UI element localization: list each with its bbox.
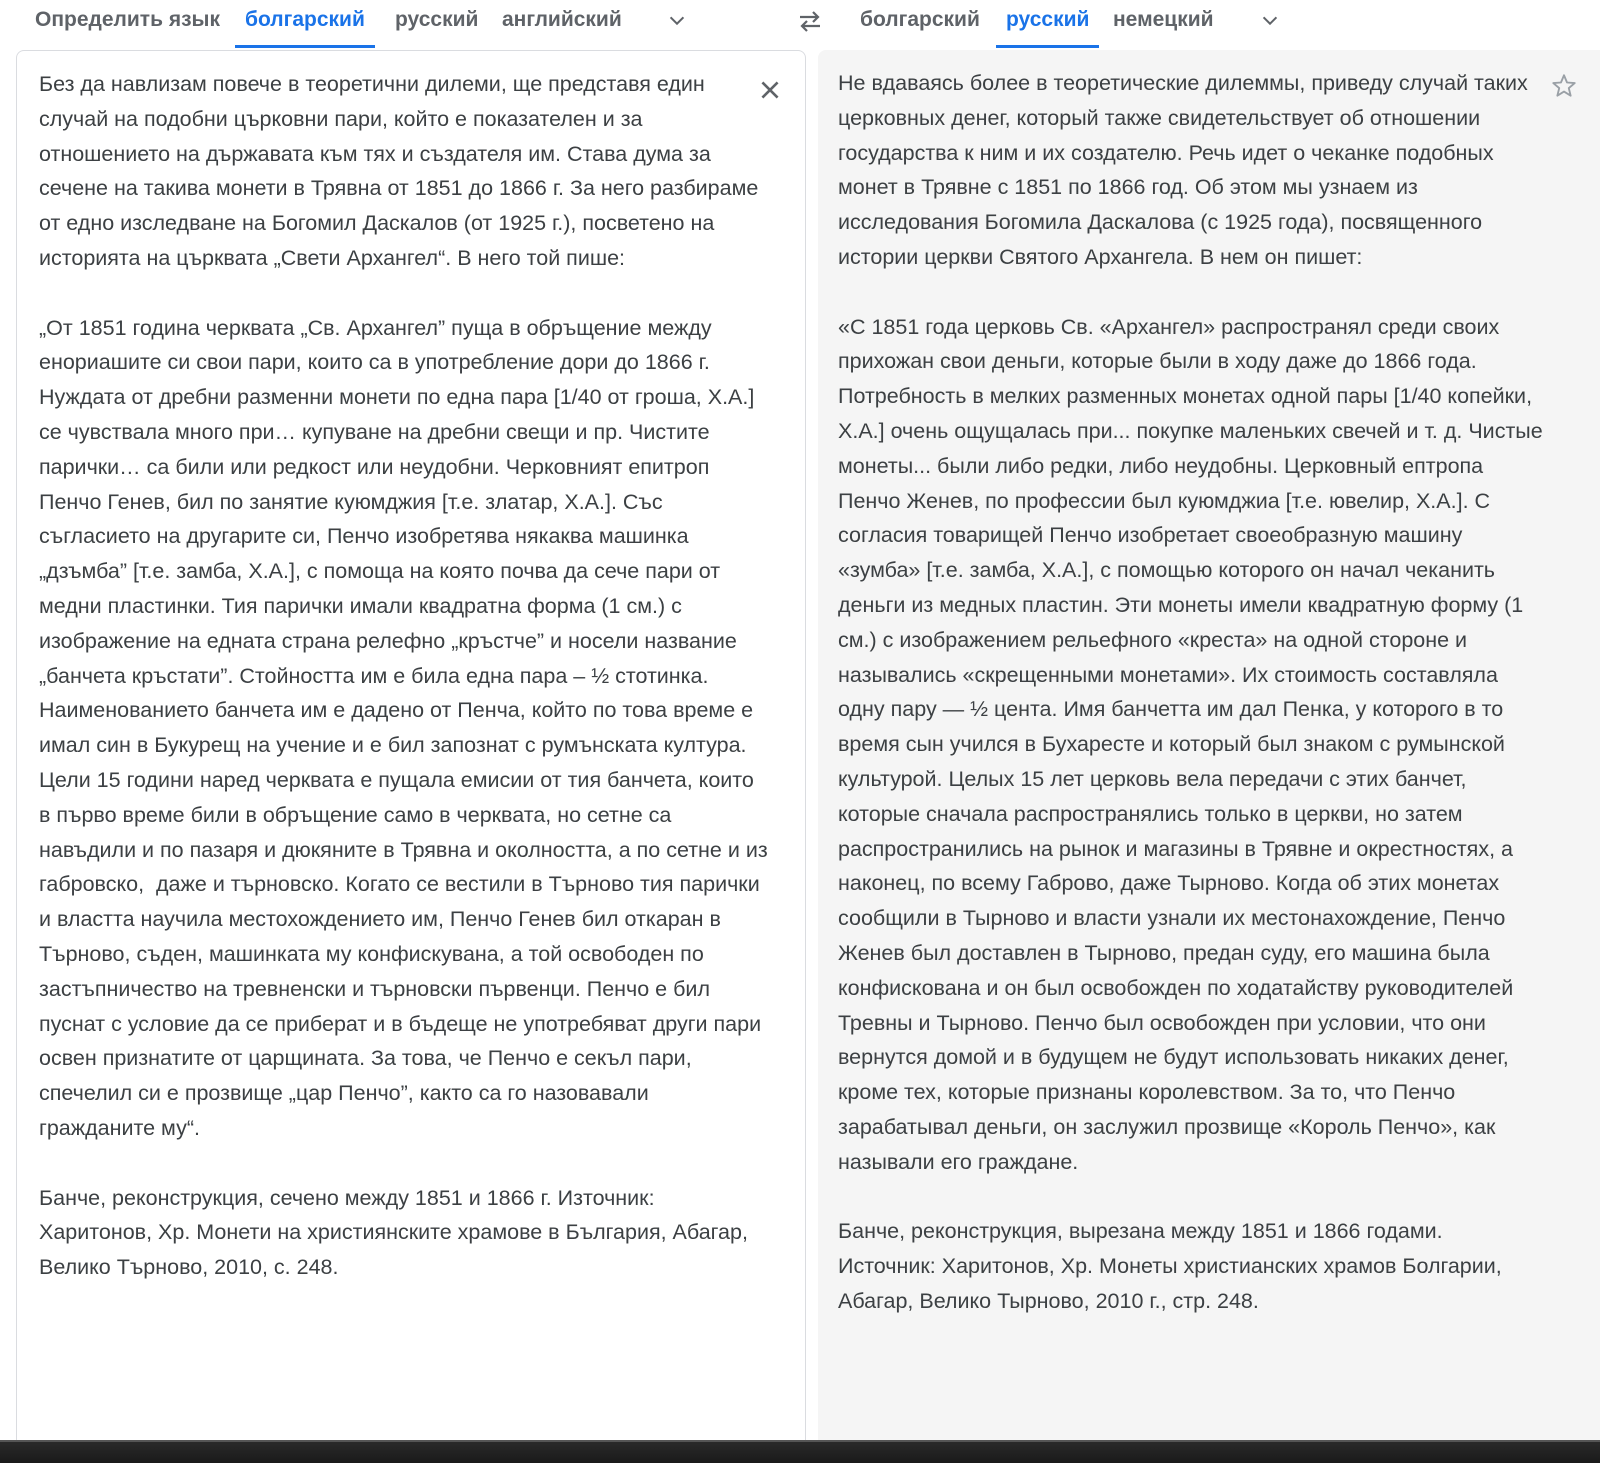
source-tab-detect[interactable]: Определить язык — [35, 8, 220, 31]
close-icon[interactable] — [757, 77, 783, 103]
source-tab-english[interactable]: английский — [502, 8, 622, 31]
source-panel — [16, 50, 806, 1440]
source-text-input[interactable]: Без да навлизам повече в теоретични дилеми, ще представя един случай на подобни църковни пари, който е показателен и за отношението на държавата към тях и създателя им. Става дума за сечене на такива монети в Трявна от 1851 до 1866 г. За него разбираме от едно изследване на Богомил Даскалов (от 1925 г.), посветено на историята на църквата „Свети Архангел“. В него той пише: „От 1851 година черквата „Св. Архангел” пуща в обръщение между енориашите си свои пари, които са в употребление дори до 1866 г. Нуждата от дребни разменни монети по една пара [1/40 от гроша, Х.А.] се чувствала много при… купуване на дребни свещи и пр. Чистите парички… са били или редкост или неудобни. Черковният епитроп Пенчо Генев, бил по занятие куюмджия [т.е. златар, Х.А.]. Със съгласието на другарите си, Пенчо изобретява някаква машинка „дзъмба” [т.е. замба, Х.А.], с помоща на която почва да сече пари от медни пластинки. Тия парички имали квадратна форма (1 см.) с изображение на едната страна релефно „кръстче” и носели название „банчета кръстати”. Стойността им е била една пара – ½ стотинка. Наименованието банчета им е дадено от Пенча, който по това време е имал син в Букурещ на учение и е бил запознат с румънската култура. Цели 15 години наред черквата е пущала емисии от тия банчета, които в първо време били в обръщение само в черквата, но сетне са навъдили и по пазаря и дюкяните в Трявна и околността, а по сетне и из габровско, даже и търновско. Когато се вестили в Търново тия парички и властта научила местохождението им, Пенчо Генев бил откаран в Търново, съден, машинката му конфискувана, а той освободен по застъпничество на тревненски и търновски първенци. Пенчо е бил пуснат с условие да се приберат и в бъдеще не употребяват други пари освен признатите от царщината. За това, че Пенчо е секъл пари, спечелил си е прозвище „цар Пенчо”, както са го назовавали гражданите му“. Банче, реконструкция, сечено между 1851 и 1866 г. Източник: Харитонов, Хр. Монети на християнските храмове в България, Абагар, Велико Търново, 2010, с. 248. — [39, 72, 768, 1280]
chevron-down-icon[interactable] — [1259, 10, 1281, 32]
translation-output: Не вдаваясь более в теоретические дилеммы, приведу случай таких церковных денег, который также свидетельствует об отношении государства к ним и их создателю. Речь идет о чеканке подобных монет в Трявне с 1851 по 1866 год. Об этом мы узнаем из исследования Богомила Даскалова (с 1925 года), посвященного истории церкви Святого Архангела. В нем он пишет: «С 1851 года церковь Св. «Архангел» распространял среди своих прихожан свои деньги, которые были в ходу даже до 1866 года. Потребность в мелких разменных монетах одной пары [1/40 копейки, Х.А.] очень ощущалась при... покупке маленьких свечей и т. д. Чистые монеты... были либо редки, либо неудобны. Церковный ептропа Пенчо Женев, по профессии был куюмджиа [т.е. ювелир, Х.А.]. С согласия товарищей Пенчо изобретает своеобразную машину «зумба» [т.е. замба, Х.А.], с помощью которого он начал чеканить деньги из медных пластин. Эти монеты имели квадратную форму (1 см.) с изображением рельефного «креста» на одной стороне и назывались «скрещенными монетами». Их стоимость составляла одну пару — ½ цента. Имя банчетта им дал Пенка, у которого в то время сын учился в Бухаресте и который был знаком с румынской культурой. Целых 15 лет церковь вела передачи с этих банчет, которые сначала распространялись только в церкви, но затем распространились на рынок и магазины в Трявне и окрестностях, а наконец, по всему Габрово, даже Тырново. Когда об этих монетах сообщили в Тырново и власти узнали их местонахождение, Пенчо Женев был доставлен в Тырново, предан суду, его машина была конфискована и он был освобожден по ходатайству руководителей Тревны и Тырново. Пенчо был освобожден при условии, что они вернутся домой и в будущем не будут использовать никаких денег, кроме тех, которые признаны королевством. За то, что Пенчо зарабатывал деньги, он заслужил прозвище «Король Пенчо», как называли его граждане. Банче, реконструкция, вырезана между 1851 и 1866 годами. Источник: Харитонов, Хр. Монеты христианских храмов Болгарии, Абагар, Велико Тырново, 2010 г., стр. 248. — [838, 71, 1543, 1313]
dock-divider — [0, 1440, 1600, 1442]
target-tab-bulgarian[interactable]: болгарский — [860, 8, 980, 31]
star-icon[interactable] — [1550, 72, 1578, 100]
target-tab-german[interactable]: немецкий — [1113, 8, 1214, 31]
chevron-down-icon[interactable] — [666, 10, 688, 32]
os-dock — [0, 1440, 1600, 1463]
translation-panel — [818, 50, 1600, 1440]
language-bar — [0, 0, 1600, 50]
source-tab-russian[interactable]: русский — [395, 8, 479, 31]
source-tab-bulgarian[interactable]: болгарский — [245, 0, 365, 48]
target-tab-russian[interactable]: русский — [1006, 0, 1089, 48]
swap-icon[interactable] — [796, 8, 824, 34]
